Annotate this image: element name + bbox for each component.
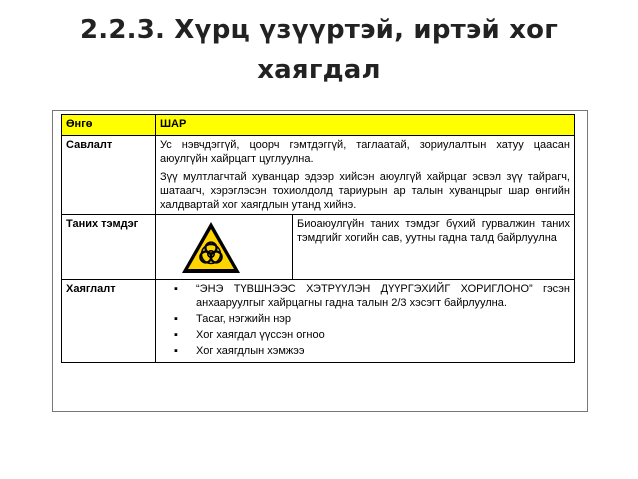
- labeling-item: ▪ Хог хаягдал үүссэн огноо: [188, 328, 570, 342]
- labeling-item: ▪ Тасаг, нэгжийн нэр: [188, 312, 570, 326]
- collection-paragraph-2: Зүү мултлагчтай хуванцар эдээр хийсэн аюулгүй хайрцаг эсвэл зүү тайрагч, шатаагч, хэрэглэсэн тохиолдолд тариурын ар талын хуванцрыг шар өнгийн халдвартай хог хаягдлын утанд хийнэ.: [160, 171, 570, 211]
- labeling-value: [156, 280, 575, 363]
- biohazard-icon: [180, 220, 242, 276]
- slide-title: 2.2.3. Хүрц үзүүртэй, иртэй хог хаягдал: [79, 15, 559, 85]
- table-row-collection: [62, 136, 575, 215]
- color-label: Өнгө: [62, 115, 156, 136]
- table-row-color: [62, 115, 575, 136]
- collection-label: Савлалт: [62, 136, 156, 215]
- marking-description: Биоаюулгүйн таних тэмдэг бүхий гурвалжин таних тэмдгийг хогийн сав, уутны гадна талд байрлуулна: [293, 215, 575, 280]
- color-value: ШАР: [156, 115, 575, 136]
- table-row-marking: [62, 215, 575, 280]
- waste-info-table: [61, 114, 575, 363]
- collection-paragraph-1: Ус нэвчдэггүй, цоорч гэмтдэггүй, таглаатай, зориулалтын хатуу цаасан аюулгүйн хайрцагт цуглуулна.: [160, 139, 570, 165]
- labeling-item: ▪ “ЭНЭ ТҮВШНЭЭС ХЭТРҮҮЛЭН ДҮҮРГЭХИЙГ ХОРИГЛОНО” гэсэн анхааруулгыг хайрцагны гадна талын 2/3 хэсэгт байрлуулна.: [188, 282, 570, 310]
- labeling-item: ▪ Хог хаягдлын хэмжээ: [188, 344, 570, 358]
- marking-symbol-cell: [156, 215, 293, 280]
- labeling-label: Хаяглалт: [62, 280, 156, 363]
- labeling-list: [160, 282, 570, 358]
- marking-label: Таних тэмдэг: [62, 215, 156, 280]
- table-row-labeling: [62, 280, 575, 363]
- collection-value: [156, 136, 575, 215]
